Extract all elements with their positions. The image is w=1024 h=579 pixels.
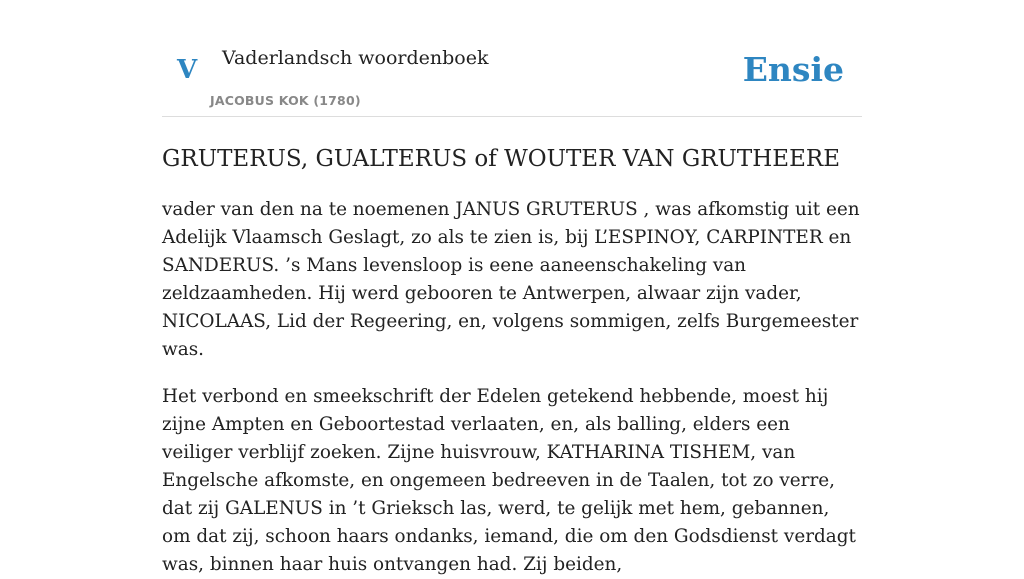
page-header xyxy=(162,0,862,117)
index-letter-link[interactable]: V xyxy=(177,55,198,85)
entry-title: GRUTERUS, GUALTERUS of WOUTER VAN GRUTHEERE xyxy=(162,146,840,172)
entry-paragraph-1: vader van den na te noemenen JANUS GRUTERUS , was afkomstig uit een Adelijk Vlaamsch Geslagt, zo als te zien is, bij L’ESPINOY, CARPINTER en SANDERUS. ’s Mans levensloop is eene aaneenschakeling van zeldzaamheden. Hij werd gebooren te Antwerpen, alwaar zijn vader, NICOLAAS, Lid der Regeering, en, volgens sommigen, zelfs Burgemeester was. xyxy=(162,199,860,360)
book-author: JACOBUS KOK (1780) xyxy=(210,93,361,108)
entry-paragraph-2: Het verbond en smeekschrift der Edelen getekend hebbende, moest hij zijne Ampten en Geboortestad verlaaten, en, als balling, elders een veiliger verblijf zoeken. Zijne huisvrouw, KATHARINA TISHEM, van Engelsche afkomste, en ongemeen bedreeven in de Taalen, tot zo verre, dat zij GALENUS in ’t Grieksch las, werd, te gelijk met hem, gebannen, om dat zij, schoon haars ondanks, iemand, die om den Godsdienst verdagt was, binnen haar huis ontvangen had. Zij beiden, xyxy=(162,386,856,575)
book-title-link[interactable]: Vaderlandsch woordenboek xyxy=(222,47,489,69)
ensie-logo-link[interactable]: Ensie xyxy=(742,50,844,89)
article-container xyxy=(162,0,862,579)
